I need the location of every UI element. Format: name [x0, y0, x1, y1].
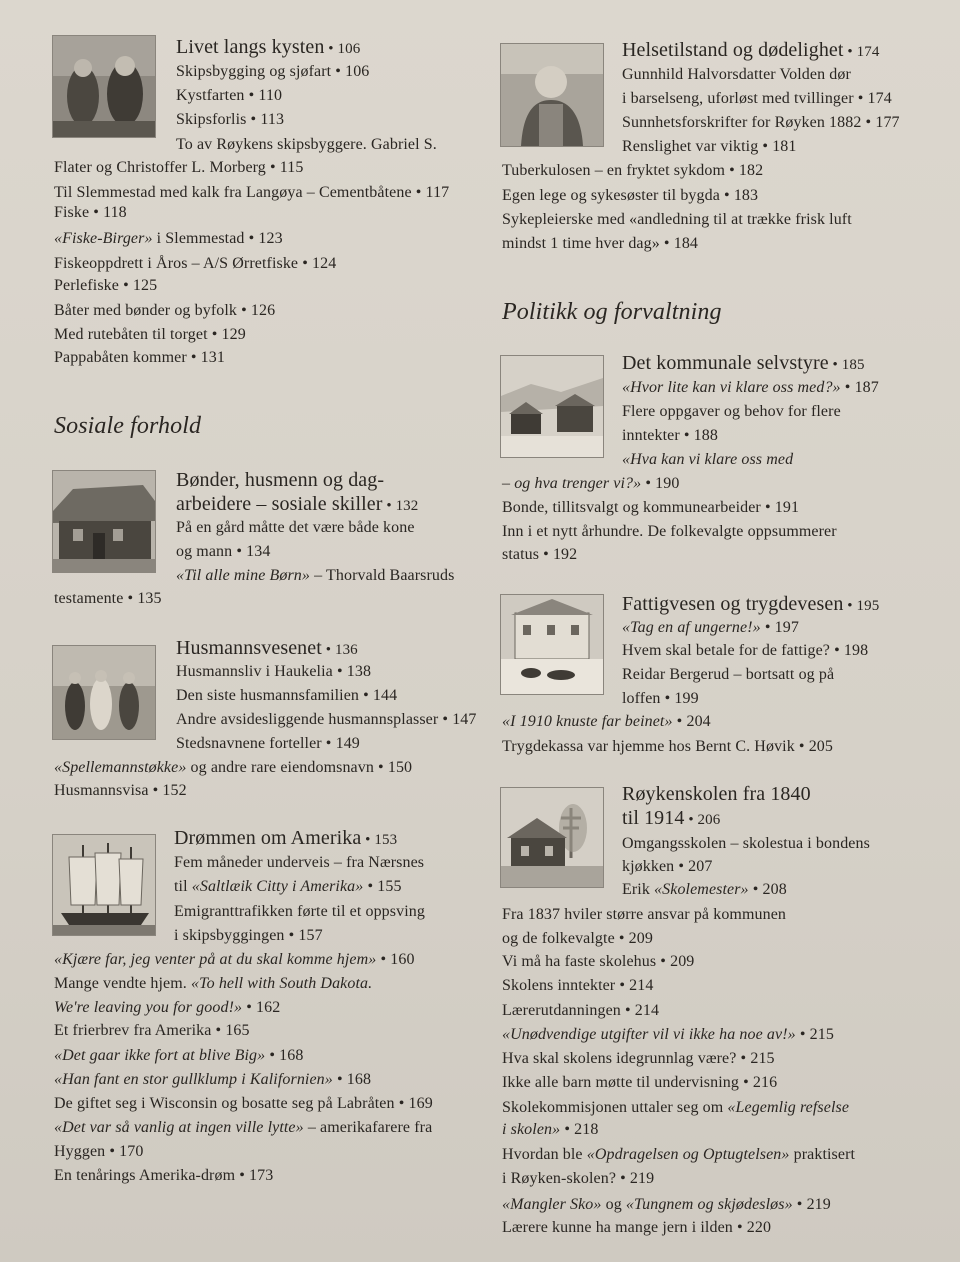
- entry: Perlefiske • 125: [54, 277, 158, 294]
- section-heading-politikk: Politikk og forvaltning: [502, 299, 722, 325]
- entry: i barselseng, uforløst med tvillinger • 174: [622, 90, 892, 107]
- entry: De giftet seg i Wisconsin og bosatte seg på Labråten • 169: [54, 1095, 433, 1112]
- entry: Bonde, tillitsvalgt og kommunearbeider • 191: [502, 499, 800, 516]
- entry: i skipsbyggingen • 157: [174, 927, 323, 944]
- entry: «Unødvendige utgifter vil vi ikke ha noe av!» • 215: [502, 1026, 834, 1043]
- entry: Sykepleierske med «andledning til at trække frisk luft: [502, 211, 852, 228]
- entry: En tenårings Amerika-drøm • 173: [54, 1167, 274, 1184]
- entry: Erik «Skolemester» • 208: [622, 881, 787, 898]
- entry: «Hva kan vi klare oss med: [622, 451, 794, 468]
- entry: Tuberkulosen – en fryktet sykdom • 182: [502, 162, 764, 179]
- entry: Emigranttrafikken førte til et oppsving: [174, 903, 425, 920]
- entry: Flere oppgaver og behov for flere: [622, 403, 841, 420]
- entry: «Spellemannstøkke» og andre rare eiendomsnavn • 150: [54, 759, 413, 776]
- section-heading-sosiale: Sosiale forhold: [54, 413, 202, 439]
- photo-farmhouse: [52, 470, 156, 573]
- entry: til «Saltlæik Citty i Amerika» • 155: [174, 878, 402, 895]
- entry-skole-title: Røykenskolen fra 1840: [622, 783, 811, 805]
- entry: Båter med bønder og byfolk • 126: [54, 302, 276, 319]
- photo-winter-farm: [500, 355, 604, 458]
- entry: Sunnhetsforskrifter for Røyken 1882 • 177: [622, 114, 900, 131]
- entry: Fiske • 118: [54, 204, 127, 221]
- entry: Omgangsskolen – skolestua i bondens: [622, 835, 870, 852]
- entry: Gunnhild Halvorsdatter Volden dør: [622, 66, 851, 83]
- entry-kommunale-title: Det kommunale selvstyre • 185: [622, 352, 865, 374]
- entry: loffen • 199: [622, 690, 699, 707]
- entry: «Hvor lite kan vi klare oss med?» • 187: [622, 379, 879, 396]
- entry: Fiskeoppdrett i Åros – A/S Ørretfiske • 124: [54, 255, 337, 272]
- entry: Hvem skal betale for de fattige? • 198: [622, 642, 869, 659]
- photo-schoolhouse: [500, 787, 604, 888]
- entry-fattig-title: Fattigvesen og trygdevesen • 195: [622, 593, 880, 615]
- entry-husmann-title: Husmannsvesenet • 136: [176, 637, 358, 659]
- entry: Vi må ha faste skolehus • 209: [502, 953, 695, 970]
- entry: Skipsbygging og sjøfart • 106: [176, 63, 370, 80]
- entry: Skolens inntekter • 214: [502, 977, 654, 994]
- entry-helse-title: Helsetilstand og dødelighet • 174: [622, 39, 880, 61]
- entry: Lærere kunne ha mange jern i ilden • 220: [502, 1219, 772, 1236]
- entry: testamente • 135: [54, 590, 162, 607]
- entry: og de folkevalgte • 209: [502, 930, 653, 947]
- photo-fishermen: [52, 35, 156, 138]
- entry: Til Slemmestad med kalk fra Langøya – Cementbåtene • 117: [54, 184, 450, 201]
- entry: Den siste husmannsfamilien • 144: [176, 687, 398, 704]
- entry-bonder-title: arbeidere – sosiale skiller • 132: [176, 493, 419, 515]
- photo-husmann-family: [52, 645, 156, 740]
- entry: status • 192: [502, 546, 578, 563]
- entry: Pappabåten kommer • 131: [54, 349, 225, 366]
- entry: kjøkken • 207: [622, 858, 713, 875]
- entry: Hva skal skolens idegrunnlag være? • 215: [502, 1050, 775, 1067]
- entry: Reidar Bergerud – bortsatt og på: [622, 666, 835, 683]
- entry: Et frierbrev fra Amerika • 165: [54, 1022, 250, 1039]
- entry: Trygdekassa var hjemme hos Bernt C. Høvik • 205: [502, 738, 834, 755]
- entry: Skolekommisjonen uttaler seg om «Legemlig refselse: [502, 1099, 850, 1116]
- entry: «Tag en af ungerne!» • 197: [622, 619, 799, 636]
- entry: «Kjære far, jeg venter på at du skal komme hjem» • 160: [54, 951, 415, 968]
- entry: Hyggen • 170: [54, 1143, 144, 1160]
- entry: mindst 1 time hver dag» • 184: [502, 235, 699, 252]
- entry: «Det var så vanlig at ingen ville lytte» – amerikafarere fra: [54, 1119, 433, 1136]
- entry: Stedsnavnene forteller • 149: [176, 735, 360, 752]
- entry-bonder-title: Bønder, husmenn og dag-: [176, 469, 385, 491]
- entry: Hvordan ble «Opdragelsen og Optugtelsen» praktisert: [502, 1146, 856, 1163]
- entry: «Til alle mine Børn» – Thorvald Baarsruds: [176, 567, 455, 584]
- entry: Andre avsidesliggende husmannsplasser • 147: [176, 711, 477, 728]
- entry: Kystfarten • 110: [176, 87, 283, 104]
- entry: Husmannsvisa • 152: [54, 782, 187, 799]
- entry: Inn i et nytt århundre. De folkevalgte oppsummerer: [502, 523, 837, 540]
- entry-amerika-title: Drømmen om Amerika • 153: [174, 827, 398, 849]
- entry: Fra 1837 hviler større ansvar på kommunen: [502, 906, 787, 923]
- entry: «Fiske-Birger» i Slemmestad • 123: [54, 230, 283, 247]
- entry: og mann • 134: [176, 543, 271, 560]
- photo-old-woman: [500, 43, 604, 147]
- entry: We're leaving you for good!» • 162: [54, 999, 281, 1016]
- entry: i Røyken-skolen? • 219: [502, 1170, 655, 1187]
- entry: Mange vendte hjem. «To hell with South Dakota.: [54, 975, 373, 992]
- entry: Fem måneder underveis – fra Nærsnes: [174, 854, 425, 871]
- entry-livet-title: Livet langs kysten • 106: [176, 36, 361, 58]
- entry: inntekter • 188: [622, 427, 718, 444]
- entry: Egen lege og sykesøster til bygda • 183: [502, 187, 759, 204]
- entry: «Mangler Sko» og «Tungnem og skjødesløs» • 219: [502, 1196, 831, 1213]
- entry: Renslighet var viktig • 181: [622, 138, 797, 155]
- entry: «Han fant en stor gullklump i Kalifornien» • 168: [54, 1071, 372, 1088]
- entry: To av Røykens skipsbyggere. Gabriel S.: [176, 136, 437, 153]
- entry: Med rutebåten til torget • 129: [54, 326, 246, 343]
- entry-skole-title: til 1914 • 206: [622, 807, 721, 829]
- entry: Lærerutdanningen • 214: [502, 1002, 660, 1019]
- entry: «I 1910 knuste far beinet» • 204: [502, 713, 711, 730]
- entry: Flater og Christoffer L. Morberg • 115: [54, 159, 304, 176]
- entry: Husmannsliv i Haukelia • 138: [176, 663, 372, 680]
- photo-poorhouse-winter: [500, 594, 604, 695]
- entry: i skolen» • 218: [502, 1121, 599, 1138]
- entry: På en gård måtte det være både kone: [176, 519, 415, 536]
- entry: – og hva trenger vi?» • 190: [502, 475, 680, 492]
- entry: Skipsforlis • 113: [176, 111, 285, 128]
- photo-sailing-ship: [52, 834, 156, 936]
- entry: «Det gaar ikke fort at blive Big» • 168: [54, 1047, 304, 1064]
- entry: Ikke alle barn møtte til undervisning • 216: [502, 1074, 778, 1091]
